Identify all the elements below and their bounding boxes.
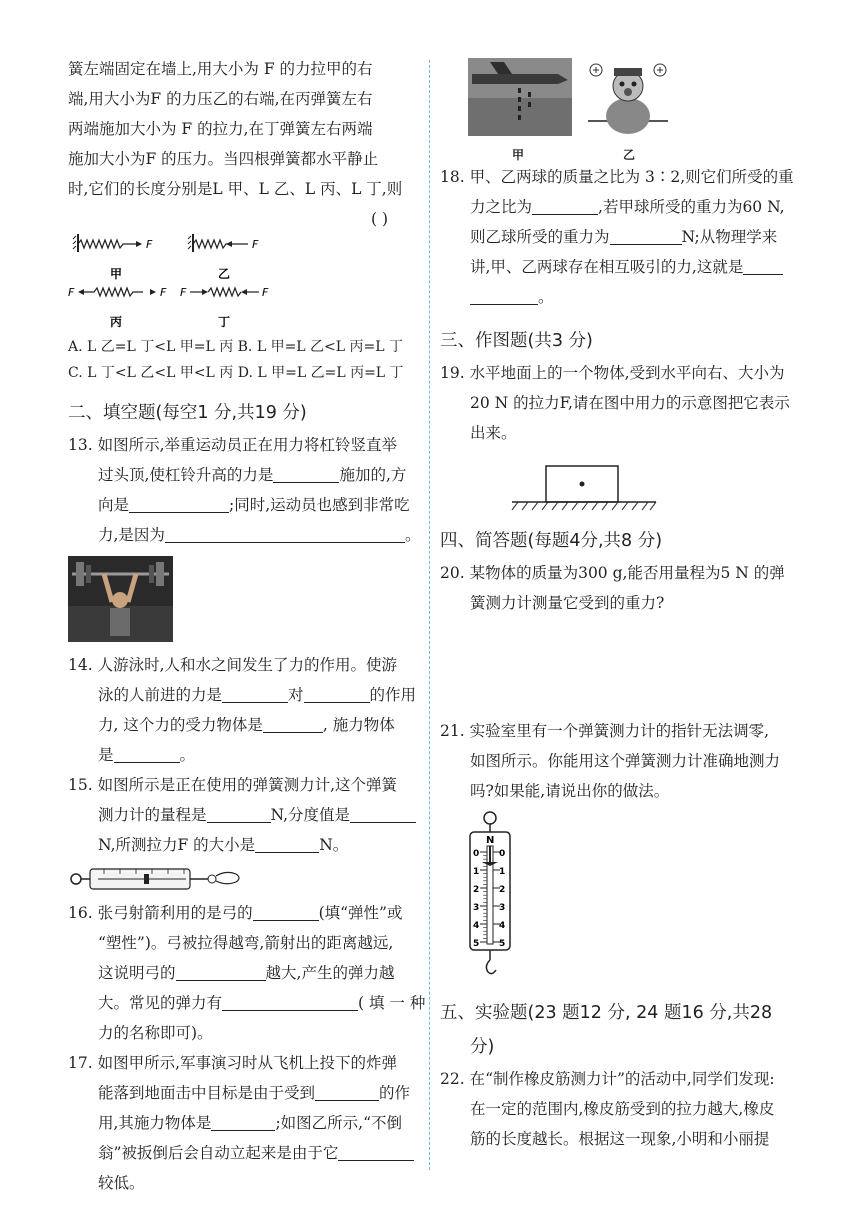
- answer-blank[interactable]: [263, 716, 323, 733]
- spring-label-ding: 丁: [218, 315, 231, 329]
- spring-jia: [73, 234, 153, 281]
- block-on-ground-figure: [510, 460, 670, 516]
- spring-label-yi: 乙: [218, 267, 231, 281]
- q15-line: N,所测拉力F 的大小是 N。: [98, 836, 349, 854]
- answer-blank[interactable]: [315, 1084, 379, 1101]
- q17-line: 翁”被扳倒后会自动立起来是由于它: [68, 1138, 418, 1168]
- q18-line: 力之比为 ,若甲球所受的重力为60 N,: [470, 198, 785, 216]
- section-4-heading: 四、简答题(每题4分,共8 分): [440, 531, 663, 551]
- force-label: F: [262, 286, 269, 299]
- tumbler-doll-figure: [588, 58, 668, 136]
- answer-space[interactable]: [440, 618, 820, 716]
- meter-tick-label: 2: [499, 885, 506, 895]
- answer-blank[interactable]: [743, 258, 783, 275]
- q17-figures: [440, 58, 820, 162]
- spring-label-bing: 丙: [110, 315, 123, 329]
- q18-line: 讲,甲、乙两球存在相互吸引的力,这就是: [440, 252, 820, 282]
- q12-option-ab: A. L 乙=L 丁<L 甲=L 丙 B. L 甲=L 乙<L 丙=L 丁: [68, 339, 404, 355]
- q12-line: 端,用大小为F 的力压乙的右端,在丙弹簧左右: [68, 90, 373, 108]
- q12-line: 时,它们的长度分别是L 甲、L 乙、L 丙、L 丁,则: [68, 180, 403, 198]
- answer-blank[interactable]: [255, 836, 319, 853]
- answer-blank[interactable]: [207, 806, 271, 823]
- meter-tick-label: 4: [473, 921, 480, 931]
- q18-line: 则乙球所受的重力为 N;从物理学来: [470, 228, 778, 246]
- answer-blank[interactable]: [304, 686, 370, 703]
- q13-line: 力,是因为 。: [98, 526, 421, 544]
- answer-blank[interactable]: [211, 1114, 275, 1131]
- q12-line: 簧左端固定在墙上,用大小为 F 的力拉甲的右: [68, 60, 373, 78]
- left-column: [68, 54, 426, 1198]
- answer-blank[interactable]: [610, 228, 682, 245]
- meter-unit: N: [486, 835, 495, 846]
- q19-line: 19. 水平地面上的一个物体,受到水平向右、大小为: [440, 364, 785, 382]
- q13-line: 向是 ;同时,运动员也感到非常吃: [98, 496, 410, 514]
- spring-ding: [180, 286, 269, 329]
- spring-bing: [68, 286, 167, 329]
- q15-line: 15. 如图所示是正在使用的弹簧测力计,这个弹簧: [68, 776, 398, 794]
- q20-line: 簧测力计测量它受到的重力?: [470, 594, 665, 612]
- meter-tick-label: 0: [473, 849, 480, 859]
- meter-tick-label: 1: [499, 867, 506, 877]
- answer-blank[interactable]: [350, 806, 416, 823]
- q12-line: 施加大小为F 的压力。当四根弹簧都水平静止: [68, 150, 379, 168]
- right-column: [440, 58, 820, 1154]
- q17-line: 用,其施力物体是 ;如图乙所示,“不倒: [98, 1114, 403, 1132]
- force-label: F: [180, 286, 187, 299]
- section-3-heading: 三、作图题(共3 分): [440, 331, 593, 351]
- q14-line: 泳的人前进的力是 对 的作用: [98, 686, 417, 704]
- q16-line: “塑性”)。弓被拉得越弯,箭射出的距离越远,: [98, 934, 394, 952]
- q21-line: 21. 实验室里有一个弹簧测力计的指针无法调零,: [440, 722, 770, 740]
- q20-line: 20. 某物体的质量为300 g,能否用量程为5 N 的弹: [440, 564, 785, 582]
- q18-line: 18. 甲、乙两球的质量之比为 3∶2,则它们所受的重: [440, 168, 794, 186]
- answer-blank[interactable]: [470, 288, 538, 305]
- section-5-heading-cont: 分): [470, 1037, 495, 1057]
- q21-line: 如图所示。你能用这个弹簧测力计准确地测力: [470, 752, 781, 770]
- meter-tick-label: 1: [473, 867, 480, 877]
- answer-blank[interactable]: [165, 526, 405, 543]
- q12-line: 两端施加大小为 F 的拉力,在丁弹簧左右两端: [68, 120, 373, 138]
- q17-line: 17. 如图甲所示,军事演习时从飞机上投下的炸弹: [68, 1054, 398, 1072]
- spring-yi: [188, 234, 259, 281]
- section-5-heading: 五、实验题(23 题12 分, 24 题16 分,共28: [440, 1003, 773, 1023]
- q17-line: 能落到地面击中目标是由于受到 的作: [98, 1084, 411, 1102]
- q14-line: 力, 这个力的受力物体是 , 施力物体: [98, 716, 395, 734]
- q15-line: 测力计的量程是 N,分度值是: [68, 800, 418, 830]
- answer-blank[interactable]: [532, 198, 598, 215]
- answer-blank[interactable]: [253, 904, 319, 921]
- meter-tick-label: 0: [499, 849, 506, 859]
- force-label: F: [252, 238, 259, 251]
- q13-line: 13. 如图所示,举重运动员正在用力将杠铃竖直举: [68, 436, 398, 454]
- force-label: F: [146, 238, 153, 251]
- meter-tick-label: 3: [499, 903, 506, 913]
- q16-line: 力的名称即可)。: [98, 1024, 213, 1042]
- meter-tick-label: 5: [473, 939, 480, 949]
- figure-label-jia: 甲: [512, 148, 525, 162]
- q16-line: 16. 张弓射箭利用的是弓的 (填“弹性”或: [68, 904, 403, 922]
- springs-figure: [68, 234, 308, 334]
- figure-label-yi: 乙: [623, 148, 636, 162]
- answer-blank[interactable]: [222, 994, 358, 1011]
- q17-line: 较低。: [98, 1174, 145, 1192]
- column-divider: [429, 60, 430, 1170]
- spring-scale-horizontal-figure: [68, 864, 248, 894]
- meter-tick-label: 2: [473, 885, 480, 895]
- plane-bomb-photo: [468, 58, 572, 136]
- answer-blank[interactable]: [129, 496, 229, 513]
- spring-label-jia: 甲: [110, 267, 123, 281]
- q22-line: 筋的长度越长。根据这一现象,小明和小丽提: [470, 1130, 770, 1148]
- q12-option-cd: C. L 丁<L 乙<L 甲<L 丙 D. L 甲=L 乙=L 丙=L 丁: [68, 365, 404, 381]
- q18-line: 。: [440, 282, 820, 312]
- q16-line: 这说明弓的 越大,产生的弹力越: [98, 964, 395, 982]
- meter-tick-label: 4: [499, 921, 506, 931]
- weightlifter-photo: [68, 556, 173, 642]
- answer-blank[interactable]: [338, 1144, 414, 1161]
- force-label: F: [160, 286, 167, 299]
- section-2-heading: 二、填空题(每空1 分,共19 分): [68, 403, 307, 423]
- meter-tick-label: 5: [499, 939, 506, 949]
- q22-line: 在一定的范围内,橡皮筋受到的拉力越大,橡皮: [470, 1100, 775, 1118]
- q14-line: 是 。: [98, 746, 196, 764]
- q19-line: 出来。: [470, 424, 517, 442]
- q19-line: 20 N 的拉力F,请在图中用力的示意图把它表示: [470, 394, 790, 412]
- vertical-spring-scale-figure: [466, 810, 526, 982]
- answer-blank[interactable]: [176, 964, 266, 981]
- q16-line: 大。常见的弹力有 ( 填 一 种: [98, 994, 426, 1012]
- answer-bracket: ( ): [370, 210, 388, 228]
- meter-tick-label: 3: [473, 903, 480, 913]
- q22-line: 22. 在“制作橡皮筋测力计”的活动中,同学们发现:: [440, 1070, 775, 1088]
- answer-blank[interactable]: [114, 746, 180, 763]
- q21-line: 吗?如果能,请说出你的做法。: [470, 782, 670, 800]
- answer-blank[interactable]: [222, 686, 288, 703]
- q13-line: 过头顶,使杠铃升高的力是 施加的,方: [98, 466, 407, 484]
- force-label: F: [68, 286, 75, 299]
- q14-line: 14. 人游泳时,人和水之间发生了力的作用。使游: [68, 656, 398, 674]
- answer-blank[interactable]: [273, 466, 339, 483]
